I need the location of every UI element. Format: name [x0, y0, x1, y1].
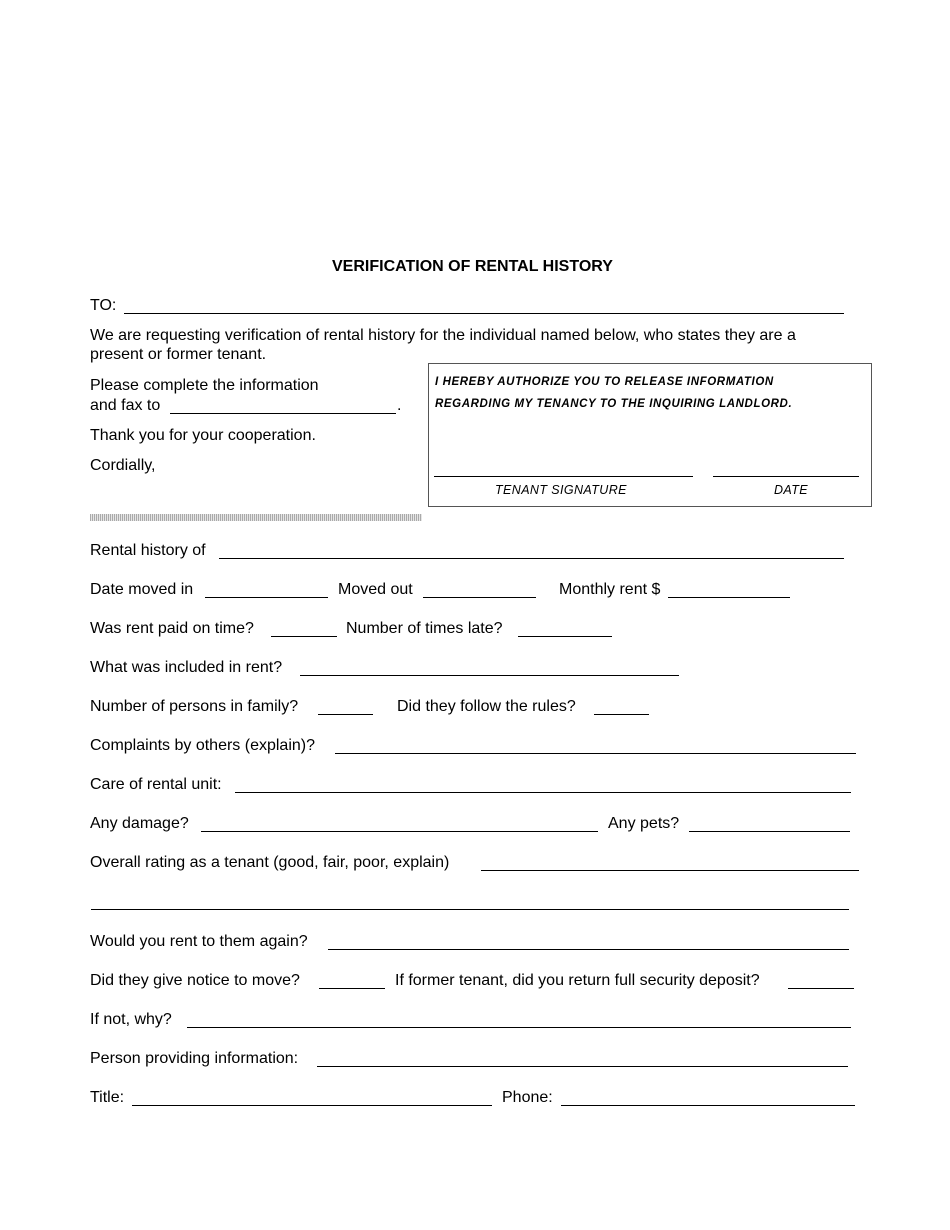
any-damage-label: Any damage? [90, 815, 189, 832]
moved-out-label: Moved out [338, 581, 413, 598]
date-moved-in-field[interactable] [205, 597, 328, 598]
overall-rating-field[interactable] [481, 870, 859, 871]
any-pets-label: Any pets? [608, 815, 680, 832]
rental-history-of-label: Rental history of [90, 542, 206, 559]
complaints-label: Complaints by others (explain)? [90, 737, 315, 754]
if-not-why-field[interactable] [187, 1027, 851, 1028]
give-notice-label: Did they give notice to move? [90, 972, 300, 989]
to-field[interactable] [124, 313, 844, 314]
care-of-unit-field[interactable] [235, 792, 851, 793]
any-pets-field[interactable] [689, 831, 850, 832]
tenant-signature-caption: TENANT SIGNATURE [495, 483, 627, 497]
complete-instructions-line1: Please complete the information [90, 377, 319, 394]
phone-label: Phone: [502, 1089, 553, 1106]
title-field[interactable] [132, 1105, 492, 1106]
authorization-text-line1: I HEREBY AUTHORIZE YOU TO RELEASE INFORMATION [435, 376, 774, 388]
moved-out-field[interactable] [423, 597, 536, 598]
date-caption: DATE [774, 483, 809, 497]
closing-text: Cordially, [90, 457, 156, 474]
fax-period: . [397, 397, 402, 414]
security-deposit-field[interactable] [788, 988, 854, 989]
person-providing-label: Person providing information: [90, 1050, 299, 1067]
person-providing-field[interactable] [317, 1066, 848, 1067]
intro-text-line1: We are requesting verification of rental history for the individual named below, who states they are a [90, 327, 796, 344]
fax-number-field[interactable] [170, 413, 396, 414]
give-notice-field[interactable] [319, 988, 385, 989]
rent-on-time-field[interactable] [271, 636, 337, 637]
thanks-text: Thank you for your cooperation. [90, 427, 316, 444]
tenant-signature-field[interactable] [434, 476, 693, 477]
authorization-text-line2: REGARDING MY TENANCY TO THE INQUIRING LANDLORD. [435, 398, 793, 410]
complaints-field[interactable] [335, 753, 856, 754]
rent-again-field[interactable] [328, 949, 849, 950]
care-of-unit-label: Care of rental unit: [90, 776, 222, 793]
times-late-field[interactable] [518, 636, 612, 637]
phone-field[interactable] [561, 1105, 855, 1106]
follow-rules-label: Did they follow the rules? [397, 698, 576, 715]
if-not-why-label: If not, why? [90, 1011, 172, 1028]
to-label: TO: [90, 297, 117, 314]
overall-rating-label: Overall rating as a tenant (good, fair, poor, explain) [90, 854, 450, 871]
complete-instructions-line2: and fax to [90, 397, 161, 414]
follow-rules-field[interactable] [594, 714, 649, 715]
monthly-rent-label: Monthly rent $ [559, 581, 661, 598]
rent-on-time-label: Was rent paid on time? [90, 620, 254, 637]
persons-in-family-field[interactable] [318, 714, 373, 715]
authorization-box [428, 363, 872, 507]
times-late-label: Number of times late? [346, 620, 503, 637]
any-damage-field[interactable] [201, 831, 598, 832]
date-moved-in-label: Date moved in [90, 581, 194, 598]
included-in-rent-field[interactable] [300, 675, 679, 676]
authorization-date-field[interactable] [713, 476, 859, 477]
title-label: Title: [90, 1089, 125, 1106]
overall-rating-field-continued[interactable] [91, 909, 849, 910]
rental-history-of-field[interactable] [219, 558, 844, 559]
intro-text-line2: present or former tenant. [90, 346, 267, 363]
security-deposit-label: If former tenant, did you return full security deposit? [395, 972, 760, 989]
included-in-rent-label: What was included in rent? [90, 659, 283, 676]
rent-again-label: Would you rent to them again? [90, 933, 308, 950]
persons-in-family-label: Number of persons in family? [90, 698, 299, 715]
monthly-rent-field[interactable] [668, 597, 790, 598]
section-divider [90, 514, 422, 521]
page-title: VERIFICATION OF RENTAL HISTORY [332, 258, 613, 275]
